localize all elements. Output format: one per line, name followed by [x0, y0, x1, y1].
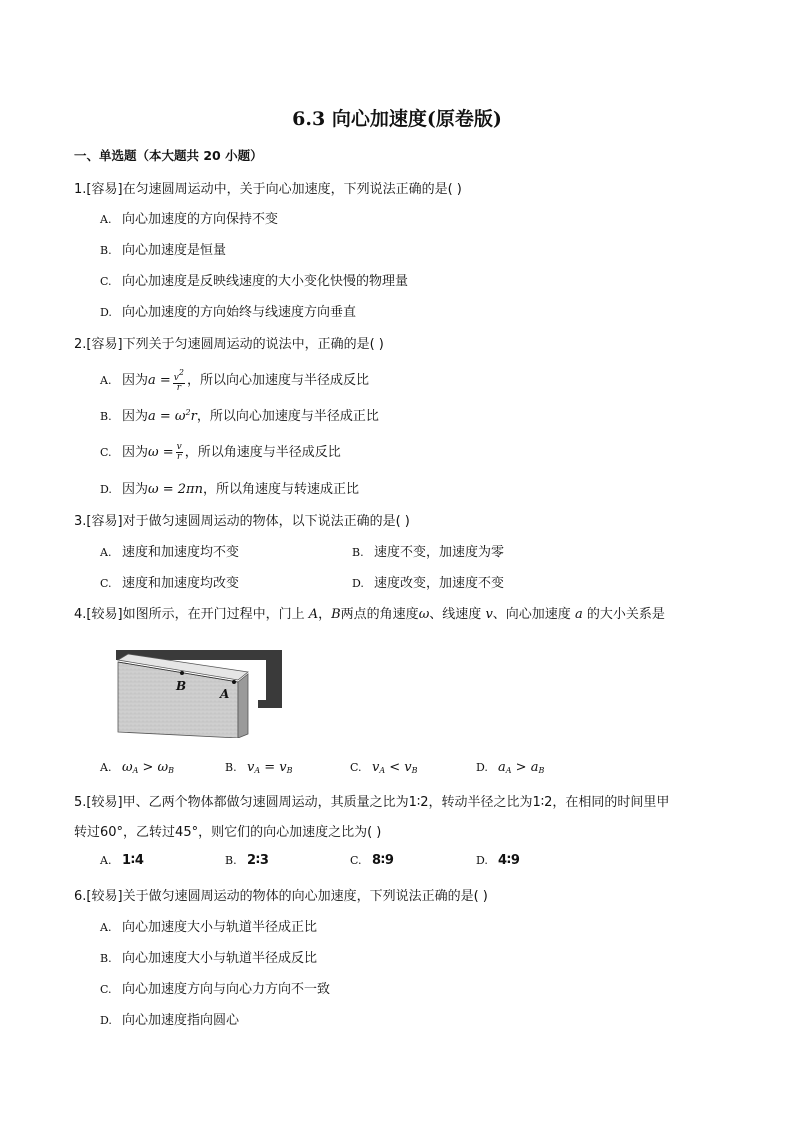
difficulty-tag: [容易]	[86, 337, 123, 352]
option-6c: C. 向心加速度方向与向心力方向不一致	[100, 982, 331, 997]
door-figure	[114, 648, 282, 738]
question-stem: 下列关于匀速圆周运动的说法中，正确的是( )	[122, 337, 384, 352]
question-stem: 关于做匀速圆周运动的物体的向心加速度，下列说法正确的是( )	[122, 889, 488, 904]
section-heading: 一、单选题（本大题共 20 小题）	[74, 148, 263, 163]
option-5b: B. 2∶3	[225, 853, 269, 868]
question-3	[74, 510, 410, 529]
question-1	[74, 178, 462, 197]
difficulty-tag: [较易]	[86, 889, 123, 904]
option-6b: B. 向心加速度大小与轨道半径成反比	[100, 951, 318, 966]
option-2b: B. 因为$a = \omega^2r$，所以向心加速度与半径成正比	[100, 408, 379, 424]
option-2a: A. 因为a = $\frac{v2}{r}$ ，所以向心加速度与半径成反比	[100, 368, 369, 393]
question-number: 5.	[74, 795, 87, 810]
question-number: 6.	[74, 889, 87, 904]
difficulty-tag: [容易]	[86, 182, 123, 197]
formula: ω = $\frac{v}{r}$	[148, 442, 182, 462]
difficulty-tag: [较易]	[86, 607, 123, 622]
option-3d: D. 速度改变，加速度不变	[352, 576, 505, 591]
question-number: 2.	[74, 337, 87, 352]
formula: $a = \omega^2r$	[148, 408, 197, 424]
point-b-label: B	[176, 679, 187, 693]
question-5-line2: 转过60°，乙转过45°，则它们的向心加速度之比为( )	[74, 825, 382, 840]
difficulty-tag: [容易]	[86, 514, 123, 529]
formula: a = $\frac{v2}{r}$	[148, 368, 184, 393]
option-3a: A. 速度和加速度均不变	[100, 545, 240, 560]
formula: ω = 2πn	[148, 482, 203, 497]
option-4d: D. $a_A > a_B$	[476, 760, 545, 775]
option-5c: C. 8∶9	[350, 853, 394, 868]
option-1a: A. 向心加速度的方向保持不变	[100, 212, 279, 227]
question-5	[74, 791, 669, 810]
question-2	[74, 333, 384, 352]
option-2d: D. 因为ω = 2πn，所以角速度与转速成正比	[100, 482, 359, 497]
option-1d: D. 向心加速度的方向始终与线速度方向垂直	[100, 305, 357, 320]
question-stem-line1: 甲、乙两个物体都做匀速圆周运动，其质量之比为1∶2，转动半径之比为1∶2，在相同的时间里甲	[122, 795, 670, 810]
option-1c: C. 向心加速度是反映线速度的大小变化快慢的物理量	[100, 274, 409, 289]
option-4c: C. $v_A < v_B$	[350, 760, 418, 775]
option-5a: A. 1∶4	[100, 853, 144, 868]
question-stem: 在匀速圆周运动中，关于向心加速度，下列说法正确的是( )	[122, 182, 462, 197]
option-5d: D. 4∶9	[476, 853, 520, 868]
option-6d: D. 向心加速度指向圆心	[100, 1013, 240, 1028]
question-stem: 对于做匀速圆周运动的物体，以下说法正确的是( )	[122, 514, 410, 529]
option-2c: C. 因为ω = $\frac{v}{r}$ ，所以角速度与半径成反比	[100, 442, 341, 462]
point-a-label: A	[220, 687, 230, 701]
question-number: 1.	[74, 182, 87, 197]
question-number: 3.	[74, 514, 87, 529]
option-4b: B. $v_A = v_B$	[225, 760, 293, 775]
option-3b: B. 速度不变，加速度为零	[352, 545, 505, 560]
option-3c: C. 速度和加速度均改变	[100, 576, 240, 591]
option-6a: A. 向心加速度大小与轨道半径成正比	[100, 920, 318, 935]
question-4: 4.[较易]如图所示，在开门过程中，门上 A，B两点的角速度ω、线速度 v、向心加速度 a 的大小关系是	[74, 607, 665, 622]
question-6	[74, 885, 488, 904]
question-number: 4.	[74, 607, 87, 622]
point-a-marker	[232, 680, 236, 684]
option-4a: A. $\omega_A > \omega_B$	[100, 760, 175, 775]
page-title: 6.3 向心加速度(原卷版)	[292, 108, 502, 130]
difficulty-tag: [较易]	[86, 795, 123, 810]
option-1b: B. 向心加速度是恒量	[100, 243, 227, 258]
point-b-marker	[180, 671, 184, 675]
